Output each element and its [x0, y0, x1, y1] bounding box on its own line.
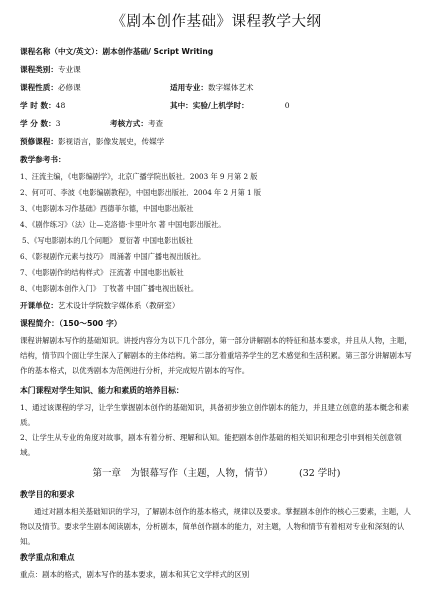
credits-label: 学 分 数： [20, 119, 56, 128]
course-nature-value: 必修课 [57, 83, 81, 92]
hours-value: 48 [55, 101, 66, 110]
goals-heading: 本门课程对学生知识、能力和素质的培养目标： [20, 386, 184, 395]
lab-hours-label: 其中：实验/上机学时： [170, 101, 249, 110]
intro-paragraph: 课程讲解剧本写作的基础知识。讲授内容分为以下几个部分，第一部分讲解剧本的特征和基本要求，并且从人物，主题，结构，情节四个面让学生深入了解剧本的主体结构。第二部分着重培养学生的艺术感觉和生活积累。第三部分讲解剧本写作的基本格式，以优秀剧本为范例进行分析，并完成短片剧本的写作。 [20, 336, 412, 375]
exam-label: 考核方式： [110, 119, 148, 128]
intro-heading: 课程简介：（150～500 字） [20, 319, 122, 328]
reference-item: 1、汪流主编，《电影编剧学》，北京广播学院出版社．2003 年 9 月第 2 版 [20, 172, 258, 181]
goal-item: 2、让学生从专业的角度对故事，剧本有着分析、理解和认知。能把剧本创作基础的相关知识和理念引申到相关创意领域。 [20, 433, 402, 457]
reference-item: 4、《剧作练习》（法）让—克洛德·卡里叶尔 著 中国电影出版社。 [20, 220, 226, 229]
reference-item: 8、《电影剧本创作入门》 丁牧著 中国广播电视出版社。 [20, 284, 199, 293]
dept-label: 开课单位： [20, 301, 58, 310]
reference-item: 7、《电影剧作的结构样式》 汪流著 中国电影出版社 [20, 268, 184, 277]
course-name-label: 课程名称（中文/英文）： [20, 47, 103, 56]
dept-value: 艺术设计学院数字媒体系（教研室） [57, 301, 180, 310]
aims-heading: 教学目的和要求 [20, 490, 75, 499]
references-list [20, 169, 413, 297]
reference-item: 5、《写电影剧本的几个问题》 夏衍著 中国电影出版社 [22, 236, 193, 245]
dept-row [20, 297, 413, 315]
reference-item: 2、何可可、李波《电影编剧教程》，中国电影出版社．2004 年 2 月第 1 版 [20, 188, 262, 197]
chapter-hours: (32 学时) [298, 468, 341, 479]
prereq-value: 影视语言，影像发展史，传媒学 [57, 137, 165, 146]
prereq-row [20, 133, 413, 151]
course-category-row [20, 61, 413, 79]
prereq-label: 预修课程： [20, 137, 58, 146]
exam-value: 考查 [147, 119, 164, 128]
references-label: 教学参考书： [20, 155, 66, 164]
course-nature-label: 课程性质： [20, 83, 58, 92]
course-category-label: 课程类别： [20, 65, 58, 74]
aims-paragraph: 通过对剧本相关基础知识的学习，了解剧本创作的基本格式，规律以及要求。掌握剧本创作的核心三要素，主题，人物以及情节。要求学生剧本阅读剧本，分析剧本，简单创作剧本的能力，对主题，人物和情节有着相对专业和深刻的认知。 [20, 507, 411, 546]
course-name-value: 剧本创作基础/ Script Writing [102, 47, 214, 56]
lab-hours-value: 0 [284, 101, 290, 110]
course-name-row [20, 43, 413, 61]
chapter-heading [20, 464, 413, 484]
goal-item: 1、通过该课程的学习，让学生掌握剧本创作的基础知识，具备初步独立创作剧本的能力，并且建立创意的基本概念和素质。 [20, 403, 410, 427]
key-paragraph: 重点：剧本的格式，剧本写作的基本要求，剧本和其它文学样式的区别 [20, 570, 250, 579]
references-heading [20, 151, 413, 169]
page-title: 《剧本创作基础》课程教学大纲 [111, 14, 322, 30]
major-value: 数字媒体艺术 [207, 83, 254, 92]
reference-item: 6、《影视剧作元素与技巧》 周涌著 中国广播电视出版社。 [20, 252, 206, 261]
chapter-title: 第一章 为银幕写作（主题，人物，情节） [92, 468, 273, 479]
course-category-value: 专业课 [57, 65, 81, 74]
credits-row [20, 115, 413, 133]
key-heading: 教学重点和难点 [20, 553, 75, 562]
hours-row [20, 97, 413, 115]
reference-item: 3、《电影剧本习作基础》西德菲尔德，中国电影出版社 [20, 204, 194, 213]
nature-major-row [20, 79, 413, 97]
credits-value: 3 [55, 119, 61, 128]
major-label: 适用专业： [170, 83, 208, 92]
hours-label: 学 时 数： [20, 101, 56, 110]
